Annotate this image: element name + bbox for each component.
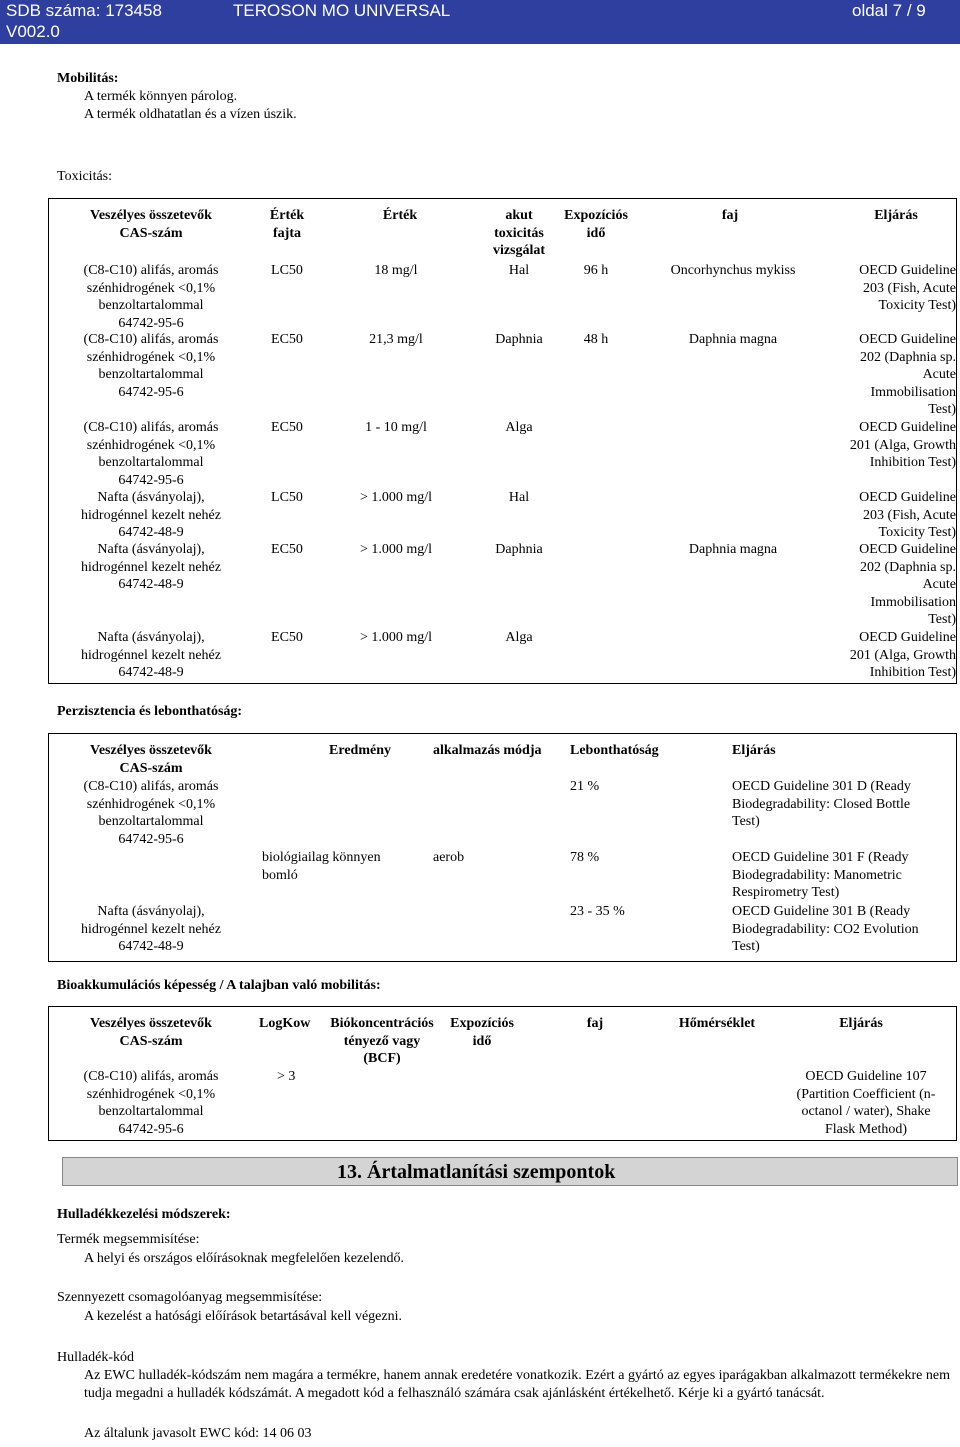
bioacc-title: Bioakkumulációs képesség / A talajban való mobilitás:: [57, 978, 381, 993]
toxicity-title: Toxicitás:: [57, 169, 113, 184]
tox-row-acute: [474, 262, 564, 280]
tox-row-value: [336, 541, 456, 559]
tox-row-method-line: OECD Guideline: [859, 630, 956, 645]
pers-component-1-line: (C8-C10) alifás, aromás: [83, 779, 219, 794]
pers-component-2: [60, 903, 242, 956]
tox-row-type-line: EC50: [271, 332, 303, 347]
bio-header-component-line: CAS-szám: [119, 1033, 183, 1049]
tox-row-component-line: (C8-C10) alifás, aromás: [83, 263, 219, 278]
tox-row-method-line: 202 (Daphnia sp.: [859, 559, 956, 575]
pers-row-result: [262, 849, 432, 884]
tox-row-method-line: Toxicity Test): [878, 298, 956, 314]
tox-row-method-line: OECD Guideline: [859, 263, 956, 278]
tox-row-species: [648, 262, 818, 280]
tox-header-value-type-line: Érték: [269, 208, 305, 223]
bio-header-temperature-line: Hőmérséklet: [678, 1016, 756, 1031]
tox-row-species-line: Daphnia magna: [688, 332, 778, 347]
packaging-label: Szennyezett csomagolóanyag megsemmisítése:: [57, 1290, 323, 1305]
tox-row-acute-line: Alga: [505, 630, 533, 645]
tox-row-value-line: 1 - 10 mg/l: [365, 420, 427, 435]
tox-header-component-line: CAS-szám: [119, 225, 183, 241]
tox-row-component-line: Nafta (ásványolaj),: [97, 490, 205, 505]
tox-header-value-line: Érték: [382, 208, 418, 223]
tox-row-value: [336, 489, 456, 507]
tox-row-type: [262, 331, 312, 349]
pers-component-1-line: szénhidrogének <0,1%: [86, 796, 216, 812]
bio-header-exposure-line: idő: [472, 1033, 492, 1049]
tox-header-acute: [474, 207, 564, 260]
tox-row-component-line: hidrogénnel kezelt nehéz: [81, 647, 221, 663]
tox-row-type: [262, 629, 312, 647]
tox-row-exposure: [556, 262, 636, 280]
pers-row-method-line: OECD Guideline 301 B (Ready: [732, 904, 911, 919]
tox-header-method: [836, 207, 956, 225]
pers-row-method-line: Biodegradability: Closed Bottle: [732, 796, 911, 812]
persistence-title: Perzisztencia és lebonthatóság:: [57, 704, 243, 719]
tox-row-type: [262, 262, 312, 280]
tox-row-component-line: benzoltartalommal: [98, 298, 204, 314]
mobility-line-1: A termék könnyen párolog.: [84, 89, 238, 104]
tox-row-acute-line: Daphnia: [495, 332, 543, 347]
pers-row-method: [732, 849, 954, 902]
tox-row-acute: [474, 419, 564, 437]
bio-header-exposure-line: Expozíciós: [450, 1016, 514, 1031]
tox-row-component-line: Nafta (ásványolaj),: [97, 542, 205, 557]
tox-row-species-line: Oncorhynchus mykiss: [670, 263, 796, 278]
tox-row-method-line: Immobilisation: [870, 594, 956, 610]
bio-row-component-line: benzoltartalommal: [98, 1104, 204, 1120]
tox-row-method-line: 203 (Fish, Acute: [863, 507, 956, 523]
pers-header-method: [732, 742, 852, 760]
bio-row-component-line: szénhidrogének <0,1%: [86, 1086, 216, 1102]
pers-component-2-line: 64742-48-9: [118, 939, 184, 955]
tox-row-component-line: benzoltartalommal: [98, 367, 204, 383]
tox-row-acute-line: Daphnia: [495, 542, 543, 557]
bio-header-temperature: [662, 1015, 772, 1033]
tox-header-component-line: Veszélyes összetevők: [90, 208, 212, 223]
bio-row-method-line: octanol / water), Shake: [801, 1104, 931, 1120]
tox-row-method-line: 202 (Daphnia sp.: [859, 349, 956, 365]
bio-header-bcf-line: Biókoncentrációs: [330, 1016, 434, 1031]
tox-row-type-line: EC50: [271, 542, 303, 557]
tox-row-acute: [474, 489, 564, 507]
tox-header-exposure: [556, 207, 636, 242]
pers-header-component-line: CAS-szám: [119, 760, 183, 776]
pers-row-degradability: [570, 903, 720, 921]
tox-header-exposure-line: Expozíciós: [564, 208, 628, 223]
document-header: [0, 0, 960, 44]
pers-component-1-line: benzoltartalommal: [98, 814, 204, 830]
product-disposal-label: Termék megsemmisítése:: [57, 1232, 200, 1247]
tox-row-value: [336, 331, 456, 349]
tox-row-value: [336, 419, 456, 437]
tox-header-method-line: Eljárás: [874, 208, 918, 223]
tox-row-component-line: benzoltartalommal: [98, 455, 204, 471]
waste-code-label: Hulladék-kód: [57, 1350, 134, 1365]
pers-row-method: [732, 903, 954, 956]
bio-header-exposure: [442, 1015, 522, 1050]
tox-row-component-line: 64742-95-6: [118, 384, 184, 400]
tox-row-component-line: 64742-48-9: [118, 665, 184, 681]
tox-row-method-line: Toxicity Test): [878, 525, 956, 541]
mobility-title: Mobilitás:: [57, 71, 119, 86]
sdb-number: SDB száma: 173458: [6, 1, 162, 20]
waste-methods-label: Hulladékkezelési módszerek:: [57, 1207, 231, 1222]
tox-row-species: [648, 541, 818, 559]
tox-row-value: [336, 629, 456, 647]
tox-row-method-line: 201 (Alga, Growth: [849, 437, 956, 453]
pers-header-result: [300, 742, 420, 760]
bio-row-component: [60, 1068, 242, 1138]
pers-row-method-line: Respirometry Test): [732, 885, 840, 901]
suggested-ewc-code: Az általunk javasolt EWC kód: 14 06 03: [84, 1426, 312, 1441]
tox-row-value-line: > 1.000 mg/l: [359, 490, 433, 505]
tox-row-component-line: szénhidrogének <0,1%: [86, 349, 216, 365]
pers-row-application: [433, 849, 563, 867]
tox-row-method-line: Acute: [922, 577, 956, 593]
tox-row-type-line: EC50: [271, 630, 303, 645]
pers-row-degradability-line: 78 %: [570, 850, 600, 865]
bio-row-component-line: (C8-C10) alifás, aromás: [83, 1069, 219, 1084]
pers-component-2-line: Nafta (ásványolaj),: [97, 904, 205, 919]
tox-row-acute: [474, 331, 564, 349]
pers-row-method-line: Test): [732, 814, 760, 830]
tox-row-component-line: hidrogénnel kezelt nehéz: [81, 507, 221, 523]
tox-row-method-line: Inhibition Test): [869, 665, 956, 681]
bio-row-method-line: Flask Method): [824, 1121, 908, 1137]
pers-row-method-line: OECD Guideline 301 D (Ready: [732, 779, 911, 794]
pers-header-result-line: Eredmény: [329, 743, 391, 758]
tox-row-method: [830, 331, 956, 419]
tox-row-method-line: OECD Guideline: [859, 542, 956, 557]
tox-row-component: [60, 331, 242, 401]
tox-row-component-line: hidrogénnel kezelt nehéz: [81, 559, 221, 575]
pers-header-degradability-line: Lebonthatóság: [570, 743, 659, 758]
mobility-line-2: A termék oldhatatlan és a vízen úszik.: [84, 107, 297, 122]
tox-header-species-line: faj: [721, 208, 739, 223]
product-disposal-text: A helyi és országos előírásoknak megfelelően kezelendő.: [84, 1251, 404, 1266]
pers-row-degradability-line: 21 %: [570, 779, 600, 794]
tox-row-component: [60, 419, 242, 489]
pers-component-2-line: hidrogénnel kezelt nehéz: [81, 921, 221, 937]
tox-row-method-line: OECD Guideline: [859, 490, 956, 505]
pers-component-1: [60, 778, 242, 848]
product-name: TEROSON MO UNIVERSAL: [233, 1, 451, 20]
bio-row-logkow: [277, 1068, 337, 1086]
tox-row-component-line: (C8-C10) alifás, aromás: [83, 332, 219, 347]
tox-row-method-line: Test): [928, 612, 956, 628]
bio-header-species: [570, 1015, 620, 1033]
tox-row-acute: [474, 541, 564, 559]
bio-header-component-line: Veszélyes összetevők: [90, 1016, 212, 1031]
tox-row-method-line: Acute: [922, 367, 956, 383]
bio-header-bcf-line: tényező vagy: [343, 1033, 421, 1049]
tox-row-method: [830, 262, 956, 315]
version: V002.0: [6, 22, 60, 41]
tox-row-acute-line: Hal: [508, 263, 530, 278]
bio-header-logkow: [259, 1015, 319, 1033]
section-13-title: 13. Ártalmatlanítási szempontok: [337, 1161, 616, 1183]
tox-row-component-line: 64742-95-6: [118, 315, 184, 331]
page-number: oldal 7 / 9: [852, 1, 926, 20]
tox-header-value-type: [262, 207, 312, 242]
tox-row-method: [830, 629, 956, 682]
waste-code-text: Az EWC hulladék-kódszám nem magára a termékre, hanem annak eredetére vonatkozik. Ezért a gyártó az egyes iparágakban alkalmazott termékekre nem tudja megadni a hulladék kódszámát. A megadott kód a felhasználó számára csak ajánlásként értékelhető. Kérje ki a gyártó tanácsát.: [84, 1368, 950, 1401]
tox-row-component: [60, 629, 242, 682]
tox-row-component: [60, 262, 242, 332]
tox-row-acute: [474, 629, 564, 647]
tox-row-method-line: 201 (Alga, Growth: [849, 647, 956, 663]
pers-row-degradability: [570, 778, 720, 796]
bio-header-species-line: faj: [586, 1016, 604, 1031]
packaging-text: A kezelést a hatósági előírások betartásával kell végezni.: [84, 1309, 402, 1324]
tox-row-component-line: szénhidrogének <0,1%: [86, 280, 216, 296]
tox-row-method-line: 203 (Fish, Acute: [863, 280, 956, 296]
tox-row-exposure-line: 96 h: [583, 263, 609, 278]
bio-row-logkow-line: > 3: [277, 1069, 296, 1084]
pers-header-application-line: alkalmazás módja: [433, 743, 542, 758]
pers-header-component: [60, 742, 242, 777]
bio-row-method-line: (Partition Coefficient (n-: [796, 1086, 936, 1102]
tox-row-method: [830, 541, 956, 629]
bio-row-component-line: 64742-95-6: [118, 1121, 184, 1137]
tox-header-species: [670, 207, 790, 225]
pers-row-method-line: Test): [732, 939, 760, 955]
tox-row-method-line: OECD Guideline: [859, 420, 956, 435]
tox-row-method-line: Inhibition Test): [869, 455, 956, 471]
bio-header-logkow-line: LogKow: [259, 1016, 311, 1031]
bio-row-method: [776, 1068, 956, 1138]
bio-header-component: [60, 1015, 242, 1050]
tox-row-species-line: Daphnia magna: [688, 542, 778, 557]
tox-row-method-line: OECD Guideline: [859, 332, 956, 347]
bio-header-method-line: Eljárás: [839, 1016, 883, 1031]
tox-row-component-line: 64742-95-6: [118, 472, 184, 488]
tox-header-value-type-line: fajta: [273, 225, 301, 241]
pers-header-degradability: [570, 742, 710, 760]
pers-row-degradability: [570, 849, 720, 867]
tox-row-exposure-line: 48 h: [583, 332, 609, 347]
tox-row-component-line: Nafta (ásványolaj),: [97, 630, 205, 645]
tox-row-value-line: 18 mg/l: [374, 263, 418, 278]
tox-row-type: [262, 541, 312, 559]
tox-row-method-line: Immobilisation: [870, 384, 956, 400]
tox-row-value-line: 21,3 mg/l: [369, 332, 423, 347]
pers-row-application-line: aerob: [433, 850, 465, 865]
tox-row-acute-line: Hal: [508, 490, 530, 505]
bio-row-method-line: OECD Guideline 107: [805, 1069, 927, 1084]
tox-row-species: [648, 331, 818, 349]
tox-header-acute-line: toxicitás: [494, 225, 544, 241]
tox-row-value-line: > 1.000 mg/l: [359, 542, 433, 557]
tox-header-exposure-line: idő: [586, 225, 606, 241]
tox-row-method: [830, 419, 956, 472]
tox-row-component-line: (C8-C10) alifás, aromás: [83, 420, 219, 435]
bio-header-bcf-line: (BCF): [363, 1051, 401, 1067]
bio-header-bcf: [322, 1015, 442, 1068]
tox-row-value-line: > 1.000 mg/l: [359, 630, 433, 645]
pers-header-application: [433, 742, 573, 760]
pers-row-method-line: Biodegradability: Manometric: [732, 867, 902, 883]
tox-row-value: [336, 262, 456, 280]
tox-row-type-line: LC50: [271, 263, 303, 278]
tox-row-type-line: EC50: [271, 420, 303, 435]
pers-row-method-line: OECD Guideline 301 F (Ready: [732, 850, 909, 865]
tox-row-component-line: szénhidrogének <0,1%: [86, 437, 216, 453]
tox-header-component: [60, 207, 242, 242]
tox-row-component: [60, 541, 242, 594]
tox-row-method-line: Test): [928, 402, 956, 418]
tox-row-type: [262, 419, 312, 437]
pers-header-component-line: Veszélyes összetevők: [90, 743, 212, 758]
pers-row-result-line: biológiailag könnyen: [262, 850, 381, 865]
pers-row-method: [732, 778, 954, 831]
tox-header-acute-line: vizsgálat: [492, 243, 546, 259]
tox-row-method: [830, 489, 956, 542]
pers-component-1-line: 64742-95-6: [118, 831, 184, 847]
pers-header-method-line: Eljárás: [732, 743, 776, 758]
tox-row-exposure: [556, 331, 636, 349]
tox-row-component-line: 64742-48-9: [118, 577, 184, 593]
tox-row-component: [60, 489, 242, 542]
bio-header-method: [806, 1015, 916, 1033]
tox-row-type: [262, 489, 312, 507]
tox-row-acute-line: Alga: [505, 420, 533, 435]
tox-row-component-line: 64742-48-9: [118, 525, 184, 541]
tox-row-type-line: LC50: [271, 490, 303, 505]
pers-row-result-line: bomló: [262, 867, 298, 883]
tox-header-value: [350, 207, 450, 225]
tox-header-acute-line: akut: [505, 208, 533, 223]
pers-row-method-line: Biodegradability: CO2 Evolution: [732, 921, 919, 937]
pers-row-degradability-line: 23 - 35 %: [570, 904, 625, 919]
